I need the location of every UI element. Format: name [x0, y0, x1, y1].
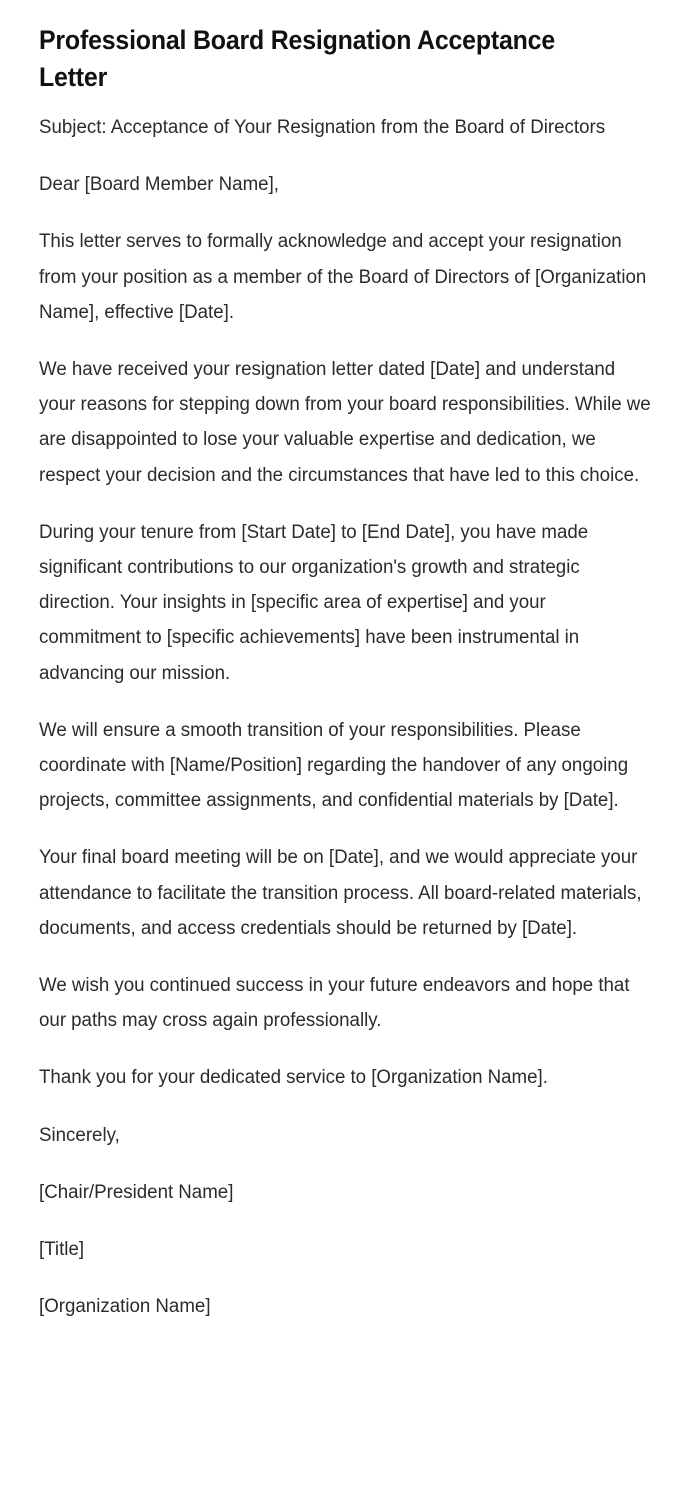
paragraph-transition: We will ensure a smooth transition of your responsibilities. Please coordinate with [Name/Position] regarding the handover of any ongoing projects, committee assignments, and confidential materials by [Date].	[39, 719, 629, 812]
paragraph-closing: Sincerely,	[39, 1124, 120, 1146]
paragraph-thank-you: Thank you for your dedicated service to [Organization Name].	[39, 1067, 548, 1089]
page-title: Professional Board Resignation Acceptance Letter	[39, 25, 556, 92]
signature-title: [Title]	[39, 1239, 85, 1261]
paragraph-received-letter: We have received your resignation letter dated [Date] and understand your reasons for stepping down from your board responsibilities. While we are disappointed to lose your valuable expertise and dedication, we respect your decision and the circumstances that have led to this choice.	[39, 359, 651, 486]
paragraph-acknowledgement: This letter serves to formally acknowledge and accept your resignation from your position as a member of the Board of Directors of [Organization Name], effective [Date].	[39, 231, 647, 323]
paragraph-tenure-contributions: During your tenure from [Start Date] to [End Date], you have made significant contributions to our organization's growth and strategic direction. Your insights in [specific area of expertise] and your commitment to [specific achievements] have been instrumental in advancing our mission.	[39, 521, 589, 684]
signature-name: [Chair/President Name]	[39, 1181, 234, 1203]
signature-organization: [Organization Name]	[39, 1296, 211, 1318]
paragraph-well-wishes: We wish you continued success in your future endeavors and hope that our paths may cross again professionally.	[39, 975, 630, 1032]
paragraph-final-meeting: Your final board meeting will be on [Date], and we would appreciate your attendance to facilitate the transition process. All board-related materials, documents, and access credentials should be returned by [Date].	[39, 847, 642, 939]
paragraph-subject: Subject: Acceptance of Your Resignation from the Board of Directors	[39, 117, 606, 138]
paragraph-salutation: Dear [Board Member Name],	[39, 174, 279, 196]
